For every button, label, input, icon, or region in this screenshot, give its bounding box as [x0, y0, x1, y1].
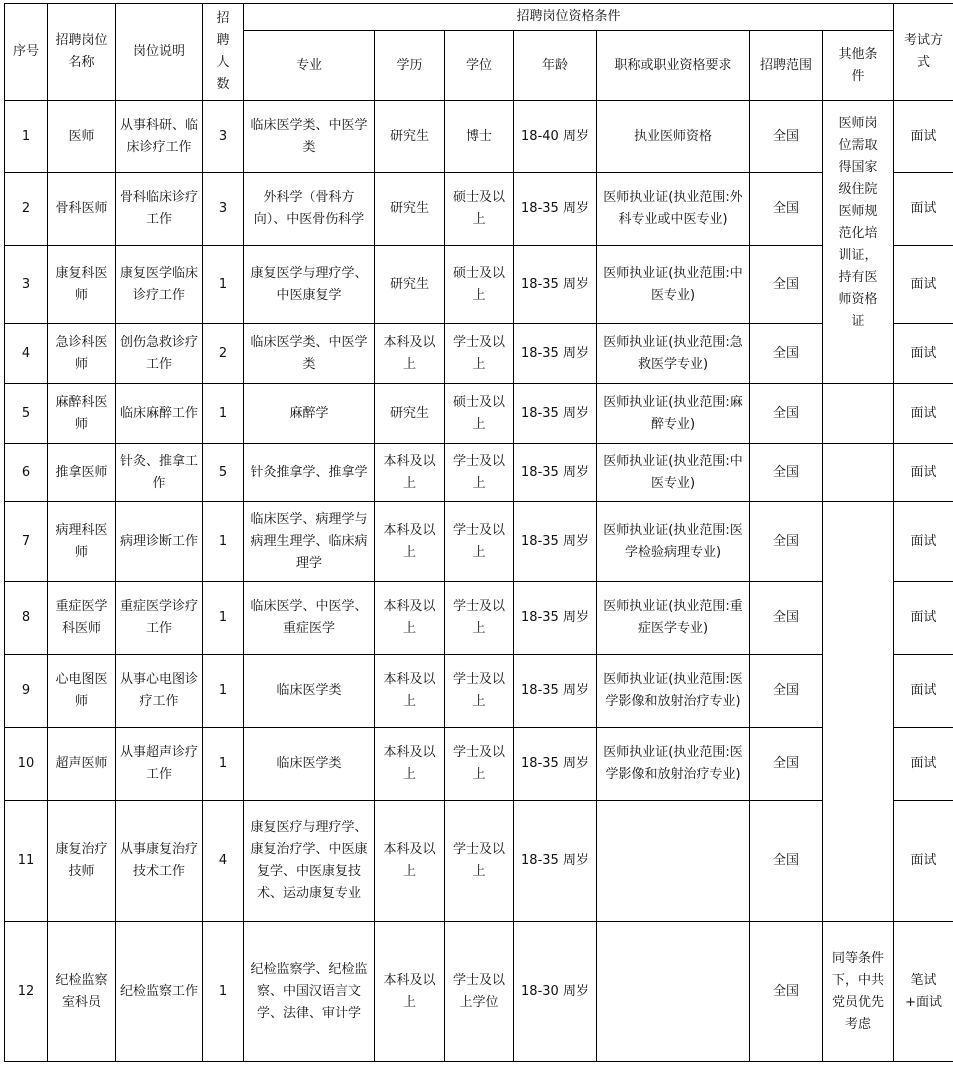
- cell-recruit-count: 3: [203, 173, 244, 246]
- cell-seq: 10: [5, 728, 48, 801]
- cell-exam-method: 面试: [894, 502, 953, 582]
- cell-certification: 医师执业证(执业范围:医学影像和放射治疗专业): [597, 655, 750, 728]
- cell-certification: 医师执业证(执业范围:中医专业): [597, 246, 750, 324]
- header-qualification-conditions: 招聘岗位资格条件: [244, 4, 894, 31]
- cell-age: 18-35 周岁: [514, 728, 597, 801]
- cell-post-description: 从事超声诊疗工作: [116, 728, 203, 801]
- cell-post-name: 推拿医师: [48, 444, 116, 502]
- cell-post-name: 康复科医师: [48, 246, 116, 324]
- cell-exam-method: 面试: [894, 801, 953, 922]
- cell-seq: 5: [5, 384, 48, 444]
- cell-exam-method: 面试: [894, 324, 953, 384]
- cell-education: 本科及以上: [375, 502, 445, 582]
- cell-recruit-scope: 全国: [750, 582, 823, 655]
- cell-seq: 7: [5, 502, 48, 582]
- cell-recruit-scope: 全国: [750, 801, 823, 922]
- cell-post-name: 超声医师: [48, 728, 116, 801]
- cell-major: 临床医学、中医学、重症医学: [244, 582, 375, 655]
- cell-other-conditions-party: 同等条件下，中共党员优先考虑: [823, 922, 894, 1062]
- cell-recruit-count: 1: [203, 728, 244, 801]
- table-row: [5, 655, 953, 728]
- cell-recruit-scope: 全国: [750, 655, 823, 728]
- cell-recruit-scope: 全国: [750, 502, 823, 582]
- cell-degree: 学士及以上: [445, 582, 514, 655]
- table-row: [5, 101, 953, 173]
- cell-post-name: 麻醉科医师: [48, 384, 116, 444]
- header-post-name: 招聘岗位名称: [48, 4, 116, 101]
- cell-seq: 9: [5, 655, 48, 728]
- cell-post-name: 重症医学科医师: [48, 582, 116, 655]
- cell-age: 18-35 周岁: [514, 655, 597, 728]
- cell-major: 临床医学类: [244, 728, 375, 801]
- header-post-description: 岗位说明: [116, 4, 203, 101]
- cell-major: 麻醉学: [244, 384, 375, 444]
- cell-post-name: 急诊科医师: [48, 324, 116, 384]
- cell-seq: 2: [5, 173, 48, 246]
- cell-recruit-count: 1: [203, 922, 244, 1062]
- header-degree: 学位: [445, 31, 514, 101]
- cell-education: 本科及以上: [375, 582, 445, 655]
- cell-education: 研究生: [375, 384, 445, 444]
- cell-other-conditions-physician: 医师岗位需取得国家级住院医师规范化培训证，持有医师资格证: [823, 101, 894, 384]
- cell-post-description: 纪检监察工作: [116, 922, 203, 1062]
- table-row: [5, 246, 953, 324]
- cell-age: 18-35 周岁: [514, 444, 597, 502]
- cell-post-description: 从事康复治疗技术工作: [116, 801, 203, 922]
- cell-education: 本科及以上: [375, 324, 445, 384]
- cell-certification: 医师执业证(执业范围:中医专业): [597, 444, 750, 502]
- cell-age: 18-40 周岁: [514, 101, 597, 173]
- cell-seq: 3: [5, 246, 48, 324]
- cell-major: 临床医学类、中医学类: [244, 101, 375, 173]
- cell-exam-method: 面试: [894, 101, 953, 173]
- table-row: [5, 582, 953, 655]
- cell-post-description: 病理诊断工作: [116, 502, 203, 582]
- cell-seq: 12: [5, 922, 48, 1062]
- cell-certification: 医师执业证(执业范围:医学检验病理专业): [597, 502, 750, 582]
- cell-certification: 医师执业证(执业范围:重症医学专业): [597, 582, 750, 655]
- recruitment-table: [4, 3, 953, 1062]
- cell-certification: 医师执业证(执业范围:医学影像和放射治疗专业): [597, 728, 750, 801]
- cell-recruit-count: 1: [203, 582, 244, 655]
- table-row: [5, 728, 953, 801]
- cell-certification: 执业医师资格: [597, 101, 750, 173]
- cell-post-description: 康复医学临床诊疗工作: [116, 246, 203, 324]
- cell-post-description: 骨科临床诊疗工作: [116, 173, 203, 246]
- cell-age: 18-35 周岁: [514, 246, 597, 324]
- cell-degree: 学士及以上: [445, 444, 514, 502]
- header-row-group: [5, 4, 953, 31]
- cell-age: 18-35 周岁: [514, 502, 597, 582]
- cell-recruit-scope: 全国: [750, 324, 823, 384]
- cell-major: 临床医学、病理学与病理生理学、临床病理学: [244, 502, 375, 582]
- cell-degree: 硕士及以上: [445, 384, 514, 444]
- table-row: [5, 801, 953, 922]
- cell-recruit-count: 1: [203, 384, 244, 444]
- cell-degree: 学士及以上: [445, 502, 514, 582]
- table-row: [5, 173, 953, 246]
- header-seq: 序号: [5, 4, 48, 101]
- cell-degree: 学士及以上: [445, 324, 514, 384]
- table-row: [5, 444, 953, 502]
- cell-education: 本科及以上: [375, 922, 445, 1062]
- cell-age: 18-35 周岁: [514, 173, 597, 246]
- header-recruit-scope: 招聘范围: [750, 31, 823, 101]
- cell-age: 18-30 周岁: [514, 922, 597, 1062]
- cell-post-name: 心电图医师: [48, 655, 116, 728]
- cell-post-description: 针灸、推拿工作: [116, 444, 203, 502]
- cell-major: 康复医疗与理疗学、康复治疗学、中医康复学、中医康复技术、运动康复专业: [244, 801, 375, 922]
- table-row: [5, 384, 953, 444]
- cell-degree: 硕士及以上: [445, 173, 514, 246]
- cell-other-conditions-empty: [823, 444, 894, 502]
- cell-exam-method: 面试: [894, 444, 953, 502]
- cell-education: 本科及以上: [375, 801, 445, 922]
- cell-recruit-count: 1: [203, 655, 244, 728]
- header-certification: 职称或职业资格要求: [597, 31, 750, 101]
- cell-post-name: 医师: [48, 101, 116, 173]
- cell-post-description: 从事心电图诊疗工作: [116, 655, 203, 728]
- cell-degree: 学士及以上: [445, 655, 514, 728]
- cell-degree: 博士: [445, 101, 514, 173]
- cell-post-description: 从事科研、临床诊疗工作: [116, 101, 203, 173]
- cell-major: 针灸推拿学、推拿学: [244, 444, 375, 502]
- header-major: 专业: [244, 31, 375, 101]
- cell-post-description: 临床麻醉工作: [116, 384, 203, 444]
- cell-recruit-count: 5: [203, 444, 244, 502]
- table-row: [5, 502, 953, 582]
- cell-degree: 学士及以上: [445, 801, 514, 922]
- cell-age: 18-35 周岁: [514, 324, 597, 384]
- header-other-conditions: 其他条件: [823, 31, 894, 101]
- cell-seq: 4: [5, 324, 48, 384]
- cell-major: 临床医学类: [244, 655, 375, 728]
- cell-degree: 学士及以上学位: [445, 922, 514, 1062]
- header-education: 学历: [375, 31, 445, 101]
- cell-post-description: 重症医学诊疗工作: [116, 582, 203, 655]
- cell-post-description: 创伤急救诊疗工作: [116, 324, 203, 384]
- cell-recruit-scope: 全国: [750, 384, 823, 444]
- cell-recruit-count: 4: [203, 801, 244, 922]
- cell-major: 临床医学类、中医学类: [244, 324, 375, 384]
- cell-age: 18-35 周岁: [514, 582, 597, 655]
- header-exam-method: 考试方式: [894, 4, 953, 101]
- cell-degree: 学士及以上: [445, 728, 514, 801]
- cell-major: 外科学（骨科方向）、中医骨伤科学: [244, 173, 375, 246]
- cell-education: 本科及以上: [375, 655, 445, 728]
- cell-recruit-scope: 全国: [750, 728, 823, 801]
- cell-certification: 医师执业证(执业范围:急救医学专业): [597, 324, 750, 384]
- cell-major: 康复医学与理疗学、中医康复学: [244, 246, 375, 324]
- cell-recruit-scope: 全国: [750, 444, 823, 502]
- cell-seq: 11: [5, 801, 48, 922]
- cell-certification: [597, 801, 750, 922]
- cell-exam-method: 笔试+面试: [894, 922, 953, 1062]
- cell-education: 本科及以上: [375, 444, 445, 502]
- cell-education: 研究生: [375, 246, 445, 324]
- cell-other-conditions-empty: [823, 502, 894, 922]
- header-age: 年龄: [514, 31, 597, 101]
- cell-certification: 医师执业证(执业范围:麻醉专业): [597, 384, 750, 444]
- cell-seq: 6: [5, 444, 48, 502]
- cell-post-name: 康复治疗技师: [48, 801, 116, 922]
- cell-exam-method: 面试: [894, 655, 953, 728]
- cell-post-name: 病理科医师: [48, 502, 116, 582]
- cell-recruit-scope: 全国: [750, 173, 823, 246]
- cell-education: 本科及以上: [375, 728, 445, 801]
- cell-recruit-count: 1: [203, 502, 244, 582]
- cell-recruit-count: 1: [203, 246, 244, 324]
- cell-age: 18-35 周岁: [514, 384, 597, 444]
- cell-exam-method: 面试: [894, 582, 953, 655]
- cell-recruit-scope: 全国: [750, 246, 823, 324]
- cell-degree: 硕士及以上: [445, 246, 514, 324]
- cell-other-conditions-empty: [823, 384, 894, 444]
- cell-exam-method: 面试: [894, 728, 953, 801]
- cell-recruit-scope: 全国: [750, 101, 823, 173]
- cell-major: 纪检监察学、纪检监察、中国汉语言文学、法律、审计学: [244, 922, 375, 1062]
- cell-certification: 医师执业证(执业范围:外科专业或中医专业): [597, 173, 750, 246]
- cell-exam-method: 面试: [894, 384, 953, 444]
- cell-recruit-scope: 全国: [750, 922, 823, 1062]
- cell-recruit-count: 2: [203, 324, 244, 384]
- cell-education: 研究生: [375, 173, 445, 246]
- header-recruit-count: 招聘人数: [203, 4, 244, 101]
- cell-age: 18-35 周岁: [514, 801, 597, 922]
- cell-post-name: 纪检监察室科员: [48, 922, 116, 1062]
- cell-education: 研究生: [375, 101, 445, 173]
- cell-seq: 1: [5, 101, 48, 173]
- cell-exam-method: 面试: [894, 246, 953, 324]
- cell-exam-method: 面试: [894, 173, 953, 246]
- cell-seq: 8: [5, 582, 48, 655]
- table-row: [5, 922, 953, 1062]
- cell-recruit-count: 3: [203, 101, 244, 173]
- table-row: [5, 324, 953, 384]
- cell-certification: [597, 922, 750, 1062]
- cell-post-name: 骨科医师: [48, 173, 116, 246]
- table-body: [5, 4, 953, 1062]
